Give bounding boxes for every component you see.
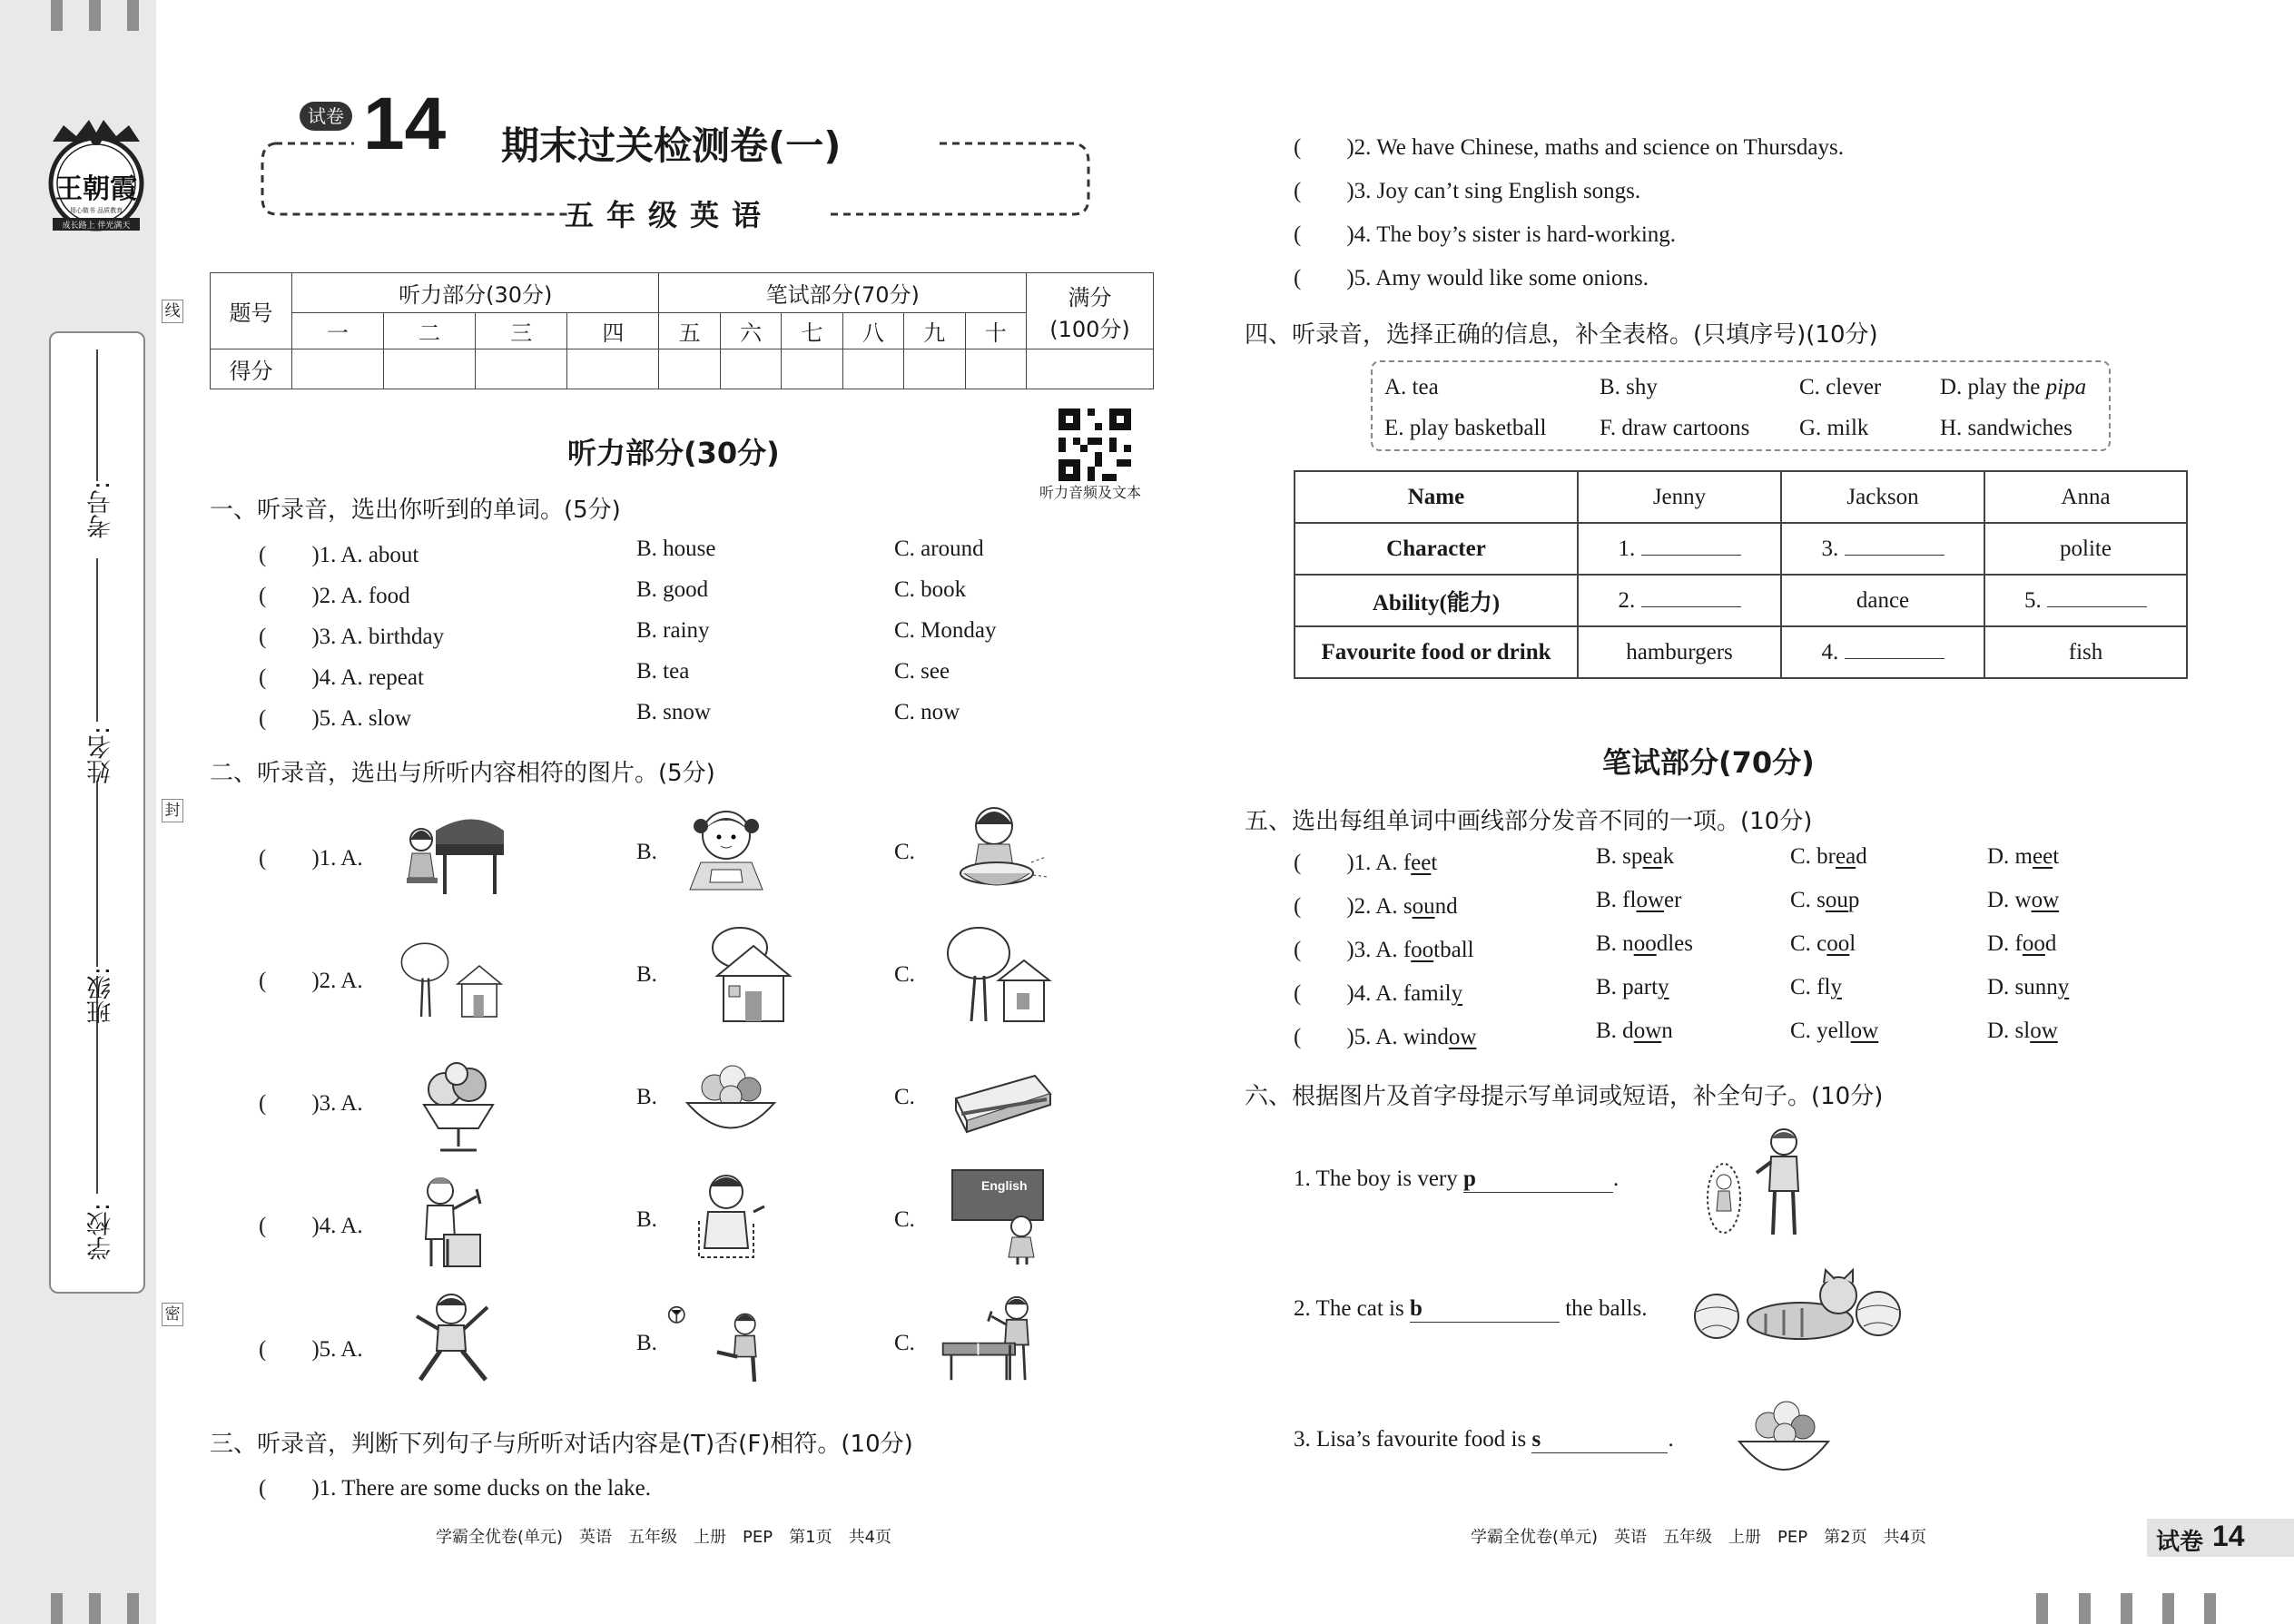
s2-q1-b: B. (636, 840, 657, 864)
s6-q2 (1294, 1296, 1648, 1323)
paper-badge: 试卷 (300, 102, 352, 131)
s1-q3-a: ( )3. A. birthday (259, 625, 445, 649)
s1-q2-c: C. book (894, 577, 967, 602)
info-header-jackson: Jackson (1781, 471, 1984, 523)
info-cell-5 (1984, 575, 2187, 626)
s6-q3-post: . (1668, 1427, 1674, 1452)
sandwich-picture (949, 1058, 1058, 1157)
s5-q5-option (1596, 1019, 1673, 1044)
info-row-food: Favourite food or drink (1295, 626, 1578, 678)
option-d-text: D. play the (1940, 375, 2046, 399)
word-part: ( )4. A. famil (1294, 981, 1452, 1006)
underlined-letters: ee (1411, 851, 1432, 875)
s6-q2-pre: 2. The cat is (1294, 1296, 1410, 1321)
word-part: t (1431, 851, 1438, 875)
word-part: d (1856, 844, 1867, 869)
tree-and-house-picture (399, 930, 508, 1030)
word-part: B. d (1596, 1019, 1634, 1043)
paper-number: 14 (363, 83, 447, 165)
s6-q1-blank[interactable] (1463, 1166, 1613, 1193)
word-part: D. m (1987, 844, 2033, 869)
word-part: C. yell (1790, 1019, 1851, 1043)
s1-q3-b: B. rainy (636, 618, 710, 643)
info-cell-hamburgers: hamburgers (1578, 626, 1781, 678)
word-part: ( )2. A. s (1294, 894, 1413, 919)
score-cell[interactable] (720, 349, 781, 389)
score-table-listening-head: 听力部分(30分) (292, 273, 659, 313)
s2-q3-c: C. (894, 1085, 915, 1109)
underlined-letters: ea (1642, 844, 1663, 869)
option-d (1940, 375, 2086, 400)
underlined-letters: ow (2031, 888, 2060, 912)
option-h: H. sandwiches (1940, 416, 2072, 440)
score-table-col: 一 (292, 313, 384, 349)
s2-q2-c: C. (894, 962, 915, 987)
s5-q3-option (1987, 931, 2056, 957)
info-blank-label-2: 2. (1618, 587, 1636, 613)
margin-tick (127, 1593, 139, 1624)
score-table-col: 十 (965, 313, 1027, 349)
girl-washing-picture (944, 799, 1053, 899)
s5-q2-option (1987, 888, 2059, 913)
margin-tick (89, 1593, 101, 1624)
margin-tick (51, 1593, 63, 1624)
word-part: tball (1433, 938, 1474, 962)
score-table-col: 五 (659, 313, 720, 349)
s5-q3-option (1596, 931, 1693, 957)
score-table-col: 八 (842, 313, 903, 349)
answer-blank-3[interactable] (1845, 555, 1944, 556)
margin-tick (2162, 1593, 2174, 1624)
house-behind-tree-picture (944, 926, 1053, 1026)
section-2-title: 二、听录音，选出与所听内容相符的图片。(5分) (210, 760, 715, 787)
word-part: ( )5. A. wind (1294, 1025, 1449, 1049)
word-part: C. c (1790, 931, 1827, 956)
option-e: E. play basketball (1384, 416, 1547, 440)
word-part: er (1664, 888, 1682, 912)
underlined-letters: ee (2033, 844, 2053, 869)
s2-q3-a: ( )3. A. (259, 1091, 363, 1116)
s1-q1-a: ( )1. A. about (259, 543, 419, 567)
word-part: C. s (1790, 888, 1826, 912)
s1-q5-a: ( )5. A. slow (259, 706, 412, 731)
info-cell-dance: dance (1781, 575, 1984, 626)
option-a: A. tea (1384, 375, 1439, 399)
underlined-letters: ow (2030, 1019, 2058, 1043)
section-1-title: 一、听录音，选出你听到的单词。(5分) (210, 497, 621, 524)
s2-q5-a: ( )5. A. (259, 1337, 363, 1362)
s1-q5-b: B. snow (636, 700, 711, 724)
answer-blank-5[interactable] (2047, 606, 2147, 607)
s1-q4-a: ( )4. A. repeat (259, 665, 424, 690)
s6-q1-post: . (1613, 1166, 1620, 1191)
ice-cream-picture (404, 1058, 513, 1157)
boy-cleaning-picture (681, 1166, 790, 1266)
s5-q4-option (1790, 975, 1842, 1000)
info-header-anna: Anna (1984, 471, 2187, 523)
s3-q4: ( )4. The boy’s sister is hard-working. (1294, 222, 1677, 247)
s5-q5-option (1987, 1019, 2058, 1044)
underlined-letters: ow (1448, 1025, 1477, 1049)
word-part: n (1661, 1019, 1673, 1043)
s1-q4-b: B. tea (636, 659, 690, 684)
info-cell-4 (1781, 626, 1984, 678)
s6-q2-post: the balls. (1559, 1296, 1648, 1321)
underlined-letters: oo (2022, 931, 2045, 956)
score-cell[interactable] (782, 349, 842, 389)
info-cell-2 (1578, 575, 1781, 626)
s2-q4-b: B. (636, 1207, 657, 1232)
score-cell[interactable] (476, 349, 567, 389)
s6-q3-letter: s (1531, 1427, 1541, 1452)
footer-left: 学霸全优卷(单元) 英语 五年级 上册 PEP 第1页 共4页 (436, 1528, 892, 1547)
score-cell[interactable] (567, 349, 659, 389)
board-text: English (981, 1178, 1028, 1193)
shy-boy-picture (1702, 1126, 1820, 1239)
info-blank-label-1: 1. (1618, 536, 1636, 561)
info-blank-label-4: 4. (1821, 639, 1839, 664)
score-cell[interactable] (292, 349, 384, 389)
s1-q4-c: C. see (894, 659, 950, 684)
underlined-letters: ea (1836, 844, 1856, 869)
underlined-letters: oo (1826, 931, 1850, 956)
score-table-col: 九 (904, 313, 965, 349)
word-part: t (2053, 844, 2060, 869)
margin-tick (51, 0, 63, 31)
s5-q4-option (1987, 975, 2069, 1000)
underlined-letters: y (1451, 981, 1463, 1006)
word-part: nd (1434, 894, 1458, 919)
s3-q3: ( )3. Joy can’t sing English songs. (1294, 179, 1641, 203)
s3-q1: ( )1. There are some ducks on the lake. (259, 1476, 652, 1501)
info-row-character: Character (1295, 523, 1578, 575)
s3-q2: ( )2. We have Chinese, maths and science on Thursdays. (1294, 135, 1844, 160)
score-table-writing-head: 笔试部分(70分) (659, 273, 1027, 313)
s5-q2-option (1294, 888, 1458, 920)
score-table-col: 七 (782, 313, 842, 349)
option-d-pipa: pipa (2045, 375, 2087, 399)
logo-ribbon: 成长路上 伴光满天 (62, 221, 131, 231)
girl-piano-picture (399, 803, 508, 903)
paper-tab-label: 试卷 (2156, 1529, 2204, 1556)
s6-q1-letter: p (1463, 1166, 1476, 1191)
score-table-total-title: 满分 (1068, 284, 1112, 310)
underlined-letters: oo (1633, 931, 1657, 956)
underlined-letters: ow (1850, 1019, 1879, 1043)
info-cell-polite: polite (1984, 523, 2187, 575)
s5-q1-option (1294, 844, 1437, 877)
boy-kungfu-picture (404, 1289, 513, 1389)
class-label: 班级: (87, 967, 115, 1025)
class-line (96, 781, 98, 967)
margin-tick (127, 0, 139, 31)
s1-q1-c: C. around (894, 536, 984, 561)
qr-code[interactable] (1058, 408, 1131, 481)
salad-picture (676, 1053, 785, 1153)
s5-q2-option (1790, 888, 1859, 913)
boy-football-picture (667, 1294, 776, 1393)
score-cell[interactable] (1027, 349, 1154, 389)
s6-q1 (1294, 1166, 1619, 1193)
score-cell[interactable] (904, 349, 965, 389)
s6-q1-pre: 1. The boy is very (1294, 1166, 1464, 1191)
paper-tab-number: 14 (2212, 1520, 2245, 1552)
s2-q4-c: C. (894, 1207, 915, 1232)
s2-q1-a: ( )1. A. (259, 846, 363, 871)
word-part: ( )1. A. f (1294, 851, 1412, 875)
s6-q2-blank[interactable] (1410, 1296, 1560, 1323)
s5-q5-option (1790, 1019, 1878, 1044)
logo-motto: 用心做书 品质教育 (69, 207, 123, 214)
s1-q3-c: C. Monday (894, 618, 997, 643)
underlined-letters: ou (1412, 894, 1435, 919)
option-g: G. milk (1799, 416, 1869, 440)
underlined-letters: oo (1411, 938, 1434, 962)
info-blank-label-5: 5. (2024, 587, 2042, 613)
s1-q1-b: B. house (636, 536, 716, 561)
listening-section-title: 听力部分(30分) (567, 436, 780, 470)
score-table-col: 二 (384, 313, 476, 349)
score-cell[interactable] (965, 349, 1027, 389)
info-header-name: Name (1295, 471, 1578, 523)
word-part: dles (1656, 931, 1693, 956)
margin-tick (89, 0, 101, 31)
margin-tick (2204, 1593, 2216, 1624)
name-line (96, 558, 98, 722)
cut-mark-secret: 密 (162, 1303, 183, 1326)
info-header-jenny: Jenny (1578, 471, 1781, 523)
word-part: D. sunn (1987, 975, 2058, 999)
s5-q2-option (1596, 888, 1681, 913)
s6-q2-letter: b (1409, 1296, 1423, 1321)
info-blank-label-3: 3. (1821, 536, 1839, 561)
qr-caption: 听力音频及文本 (1039, 484, 1142, 501)
word-part: B. sp (1596, 844, 1643, 869)
teacher-board-picture (949, 1166, 1058, 1266)
section-6-title: 六、根据图片及首字母提示写单词或短语，补全句子。(10分) (1245, 1083, 1884, 1110)
word-part: k (1662, 844, 1675, 869)
s1-q2-b: B. good (636, 577, 709, 602)
s2-q3-b: B. (636, 1085, 657, 1109)
info-table (1294, 470, 2188, 679)
score-table-col: 六 (720, 313, 781, 349)
s5-q5-option (1294, 1019, 1476, 1051)
logo-brand: 王朝霞 (55, 173, 137, 205)
underlined-letters: ow (1633, 1019, 1662, 1043)
s5-q4-option (1294, 975, 1462, 1008)
margin-tick (2036, 1593, 2048, 1624)
s5-q1-option (1987, 844, 2059, 870)
margin-tick (2121, 1593, 2132, 1624)
score-table-item-label: 题号 (211, 273, 292, 349)
name-label: 姓名: (87, 726, 115, 784)
word-part: C. fl (1790, 975, 1831, 999)
score-cell[interactable] (842, 349, 903, 389)
word-part: C. br (1790, 844, 1836, 869)
word-part: D. sl (1987, 1019, 2031, 1043)
word-part: B. fl (1596, 888, 1637, 912)
cut-mark-line: 线 (162, 300, 183, 323)
score-table-col: 四 (567, 313, 659, 349)
score-table-score-label: 得分 (211, 349, 292, 389)
word-part: p (1847, 888, 1860, 912)
underlined-letters: ow (1636, 888, 1665, 912)
cat-between-balls-picture (1693, 1266, 1902, 1343)
boy-table-tennis-picture (940, 1289, 1049, 1389)
info-row-ability: Ability(能力) (1295, 575, 1578, 626)
s1-q5-c: C. now (894, 700, 960, 724)
word-part: d (2044, 931, 2057, 956)
info-cell-1 (1578, 523, 1781, 575)
writing-section-title: 笔试部分(70分) (1602, 745, 1815, 780)
s5-q1-option (1790, 844, 1867, 870)
s2-q4-a: ( )4. A. (259, 1214, 363, 1238)
cook-picture (404, 1171, 513, 1271)
word-part: B. n (1596, 931, 1634, 956)
s5-q3-option (1790, 931, 1856, 957)
s6-q3-blank[interactable] (1531, 1427, 1668, 1453)
school-label: 学校: (87, 1203, 115, 1261)
s6-q3 (1294, 1427, 1674, 1453)
s2-q2-a: ( )2. A. (259, 969, 363, 993)
option-f: F. draw cartoons (1600, 416, 1750, 440)
s2-q5-c: C. (894, 1331, 915, 1355)
answer-blank-4[interactable] (1845, 658, 1944, 659)
info-cell-3 (1781, 523, 1984, 575)
word-part: l (1849, 931, 1856, 956)
word-part: B. part (1596, 975, 1659, 999)
word-part: D. f (1987, 931, 2023, 956)
s2-q1-c: C. (894, 840, 915, 864)
underlined-letters: ou (1825, 888, 1848, 912)
section-4-title: 四、听录音，选择正确的信息，补全表格。(只填序号)(10分) (1245, 321, 1878, 349)
option-b: B. shy (1600, 375, 1658, 399)
section-3-title: 三、听录音，判断下列句子与所听对话内容是(T)否(F)相符。(10分) (210, 1431, 913, 1458)
house-picture (704, 926, 812, 1026)
page-subtitle: 五年级英语 (565, 198, 774, 232)
answer-blank-2[interactable] (1641, 606, 1741, 607)
word-part: D. w (1987, 888, 2032, 912)
s5-q3-option (1294, 931, 1474, 964)
s5-q4-option (1596, 975, 1669, 1000)
answer-blank-1[interactable] (1641, 555, 1741, 556)
s3-q5: ( )5. Amy would like some onions. (1294, 266, 1649, 290)
s6-q3-pre: 3. Lisa’s favourite food is (1294, 1427, 1532, 1452)
score-cell[interactable] (659, 349, 720, 389)
underlined-letters: y (1658, 975, 1669, 999)
s5-q1-option (1596, 844, 1674, 870)
underlined-letters: y (2057, 975, 2070, 999)
number-line (96, 349, 98, 481)
section-5-title: 五、选出每组单词中画线部分发音不同的一项。(10分) (1245, 808, 1813, 835)
score-table-total-sub: (100分) (1049, 316, 1130, 342)
s1-q2-a: ( )2. A. food (259, 584, 410, 608)
margin-tick (2079, 1593, 2091, 1624)
word-part: ( )3. A. f (1294, 938, 1412, 962)
score-table (210, 272, 1154, 389)
number-label: 考号: (87, 481, 115, 539)
s2-q5-b: B. (636, 1331, 657, 1355)
salad-bowl-picture (1734, 1398, 1834, 1489)
option-c: C. clever (1799, 375, 1882, 399)
footer-right: 学霸全优卷(单元) 英语 五年级 上册 PEP 第2页 共4页 (1471, 1528, 1927, 1547)
info-cell-fish: fish (1984, 626, 2187, 678)
page-title: 期末过关检测卷(一) (501, 123, 842, 168)
s2-q2-b: B. (636, 962, 657, 987)
brand-logo (44, 116, 149, 243)
score-cell[interactable] (384, 349, 476, 389)
score-table-col: 三 (476, 313, 567, 349)
cut-mark-seal: 封 (162, 799, 183, 822)
underlined-letters: y (1830, 975, 1842, 999)
girl-reading-picture (672, 799, 781, 899)
score-table-total-head (1027, 273, 1154, 349)
